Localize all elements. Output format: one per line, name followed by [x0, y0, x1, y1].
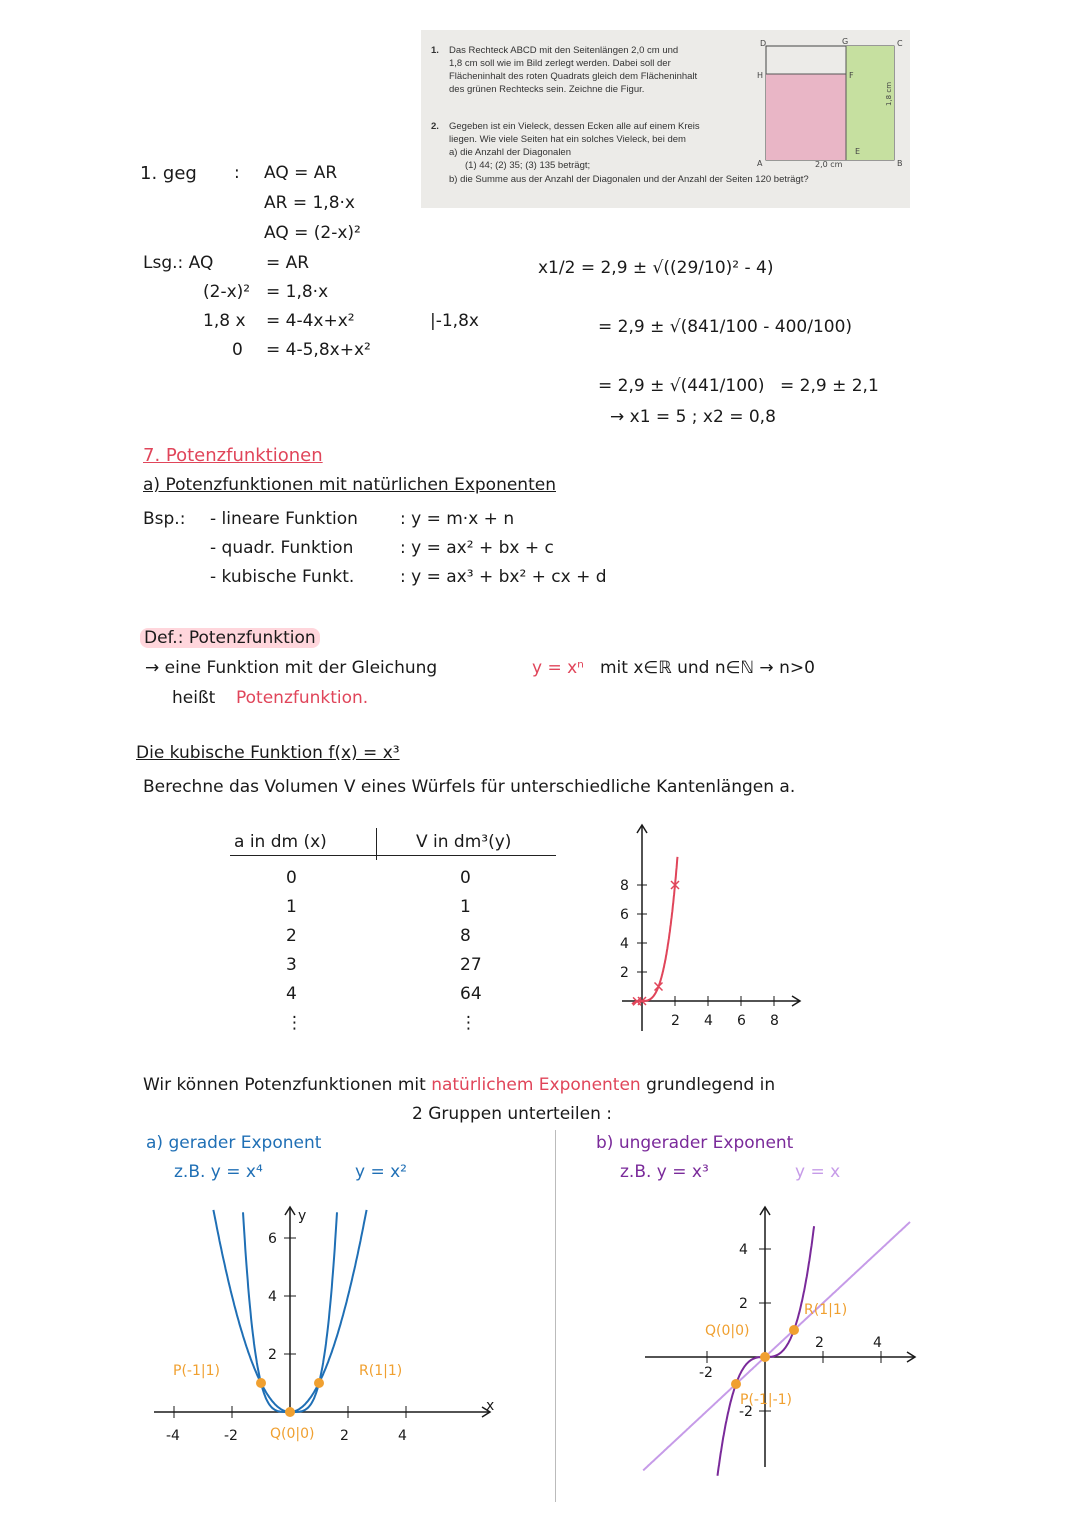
task1-line: des grünen Rechtecks sein. Zeichne die Figur.: [449, 84, 645, 95]
fig-label-h: H: [757, 71, 764, 80]
fig-height-label: 1,8 cm: [885, 81, 893, 106]
example-eq: : y = ax³ + bx² + cx + d: [400, 567, 607, 587]
odd-example: z.B. y = x³: [620, 1162, 709, 1182]
point-label: Q(0|0): [705, 1323, 750, 1339]
bsp-label: Bsp.:: [143, 509, 186, 529]
x-tick-label: 4: [704, 1013, 713, 1029]
table-header: V in dm³(y): [416, 832, 512, 852]
step-note: |-1,8x: [430, 311, 479, 331]
y-tick-label: 4: [739, 1242, 748, 1258]
pq-result: → x1 = 5 ; x2 = 0,8: [610, 407, 776, 427]
even-exponent-chart: [140, 1190, 500, 1480]
table-cell-a: 0: [286, 868, 297, 888]
cubic-task: Berechne das Volumen V eines Würfels für unterschiedliche Kantenlängen a.: [143, 777, 796, 797]
table-cell-a: 2: [286, 926, 297, 946]
y-tick-label: 8: [620, 878, 629, 894]
fig-width-label: 2,0 cm: [815, 160, 843, 169]
point-marker: [760, 1352, 770, 1362]
point-marker: [789, 1325, 799, 1335]
groups-intro: [143, 1075, 775, 1095]
section-title: 7. Potenzfunktionen: [143, 445, 323, 466]
y-tick-label: 6: [620, 907, 629, 923]
example-name: - quadr. Funktion: [210, 538, 354, 558]
y-tick-label: 2: [620, 965, 629, 981]
table-cell-v: ⋮: [460, 1013, 477, 1033]
x-tick-label: -2: [224, 1428, 238, 1444]
task2-a-values: (1) 44; (2) 35; (3) 135 beträgt;: [465, 160, 591, 171]
pq-line: = 2,9 ± √(441/100): [598, 376, 765, 396]
lsg-left: (2-x)²: [203, 282, 251, 302]
table-cell-v: 8: [460, 926, 471, 946]
definition-title: Def.: Potenzfunktion: [140, 628, 320, 648]
definition-term: Potenzfunktion.: [236, 688, 369, 708]
lsg-label: Lsg.: AQ: [143, 253, 214, 273]
fig-label-g: G: [842, 37, 849, 46]
curve-identity: [643, 1222, 910, 1470]
example-name: - lineare Funktion: [210, 509, 358, 529]
y-tick-label: -2: [739, 1404, 753, 1420]
x-axis-label: x: [486, 1398, 495, 1414]
definition-text: heißt: [172, 688, 216, 708]
table-header: a in dm (x): [234, 832, 327, 852]
table-cell-v: 1: [460, 897, 471, 917]
x-tick-label: -4: [166, 1428, 180, 1444]
point-marker: [285, 1407, 295, 1417]
x-tick-label: 2: [671, 1013, 680, 1029]
groups-intro-text: Wir können Potenzfunktionen mit: [143, 1075, 426, 1095]
y-axis-label: y: [298, 1208, 307, 1224]
given-eq: AQ = (2-x)²: [264, 223, 361, 243]
y-tick-label: 6: [268, 1231, 277, 1247]
x-tick-label: 6: [737, 1013, 746, 1029]
given-colon: :: [234, 163, 240, 183]
table-cell-v: 64: [460, 984, 482, 1004]
even-example: z.B. y = x⁴: [174, 1162, 263, 1182]
given-eq: AR = 1,8·x: [264, 193, 355, 213]
point-label: P(-1|1): [173, 1363, 220, 1379]
task2-line: liegen. Wie viele Seiten hat ein solches Vieleck, bei dem: [449, 134, 686, 145]
x-tick-label: -2: [699, 1365, 713, 1381]
task1-number: 1.: [431, 45, 439, 56]
lsg-left: 1,8 x: [203, 311, 246, 331]
groups-intro-highlight: natürlichem Exponenten: [431, 1075, 641, 1095]
fig-label-f: F: [849, 71, 854, 80]
table-cell-a: 4: [286, 984, 297, 1004]
fig-label-b: B: [897, 159, 903, 168]
x-tick-label: 4: [873, 1335, 882, 1351]
groups-intro-text: grundlegend in: [646, 1075, 776, 1095]
task1-line: Das Rechteck ABCD mit den Seitenlängen 2,0 cm und: [449, 45, 679, 56]
point-marker: [314, 1378, 324, 1388]
lsg-right: = 4-4x+x²: [266, 311, 355, 331]
value-table: [230, 828, 556, 1038]
table-cell-v: 0: [460, 868, 471, 888]
task2-line: Gegeben ist ein Vieleck, dessen Ecken alle auf einem Kreis: [449, 121, 700, 132]
cubic-chart: [600, 815, 810, 1035]
pq-line: x1/2 = 2,9 ± √((29/10)² - 4): [538, 258, 774, 278]
given-eq: AQ = AR: [264, 163, 338, 183]
example-eq: : y = m·x + n: [400, 509, 515, 529]
example-eq: : y = ax² + bx + c: [400, 538, 554, 558]
even-example-2: y = x²: [355, 1162, 407, 1182]
point-label: R(1|1): [359, 1363, 403, 1379]
textbook-excerpt-photo: [421, 30, 910, 208]
fig-label-c: C: [897, 39, 903, 48]
y-tick-label: 2: [268, 1347, 277, 1363]
example-name: - kubische Funkt.: [210, 567, 355, 587]
y-tick-label: 4: [268, 1289, 277, 1305]
point-label: R(1|1): [804, 1302, 848, 1318]
section-subtitle: a) Potenzfunktionen mit natürlichen Exponenten: [143, 475, 556, 495]
definition-equation: y = xⁿ: [532, 658, 584, 678]
table-cell-v: 27: [460, 955, 482, 975]
table-cell-a: 1: [286, 897, 297, 917]
odd-title: b) ungerader Exponent: [596, 1133, 794, 1153]
curve-x3: [718, 1226, 815, 1476]
x-tick-label: 2: [340, 1428, 349, 1444]
y-tick-label: 2: [739, 1296, 748, 1312]
divider: [555, 1130, 556, 1502]
point-label: Q(0|0): [270, 1426, 315, 1442]
lsg-right: = AR: [266, 253, 310, 273]
rectangle-figure: [751, 36, 901, 168]
cubic-curve: [632, 857, 677, 1004]
even-title: a) gerader Exponent: [146, 1133, 322, 1153]
lsg-right: = 1,8·x: [266, 282, 329, 302]
fig-label-e: E: [855, 147, 861, 156]
point-marker: [731, 1379, 741, 1389]
task1-line: 1,8 cm soll wie im Bild zerlegt werden. Dabei soll der: [449, 58, 671, 69]
x-tick-label: 4: [398, 1428, 407, 1444]
odd-example-2: y = x: [795, 1162, 841, 1182]
point-marker: [256, 1378, 266, 1388]
point-label: P(-1|-1): [740, 1392, 793, 1408]
odd-exponent-chart: [620, 1190, 920, 1490]
y-tick-label: 4: [620, 936, 629, 952]
pq-line: = 2,9 ± √(841/100 - 400/100): [598, 317, 853, 337]
lsg-left: 0: [232, 340, 243, 360]
fig-label-a: A: [757, 159, 763, 168]
lsg-right: = 4-5,8x+x²: [266, 340, 371, 360]
table-cell-a: 3: [286, 955, 297, 975]
x-tick-label: 8: [770, 1013, 779, 1029]
fig-label-d: D: [760, 39, 767, 48]
definition-text: mit x∈ℝ und n∈ℕ → n>0: [600, 658, 815, 678]
given-label: 1. geg: [140, 163, 197, 184]
task2-a: a) die Anzahl der Diagonalen: [449, 147, 572, 158]
groups-intro-2: 2 Gruppen unterteilen :: [412, 1104, 612, 1124]
table-cell-a: ⋮: [286, 1013, 303, 1033]
pq-line: = 2,9 ± 2,1: [780, 376, 879, 396]
definition-text: → eine Funktion mit der Gleichung: [145, 658, 438, 678]
x-tick-label: 2: [815, 1335, 824, 1351]
cubic-title: Die kubische Funktion f(x) = x³: [136, 743, 400, 763]
task2-number: 2.: [431, 121, 439, 132]
task2-b: b) die Summe aus der Anzahl der Diagonalen und der Anzahl der Seiten 120 beträgt?: [449, 174, 809, 185]
task1-line: Flächeninhalt des roten Quadrats gleich dem Flächeninhalt: [449, 71, 698, 82]
